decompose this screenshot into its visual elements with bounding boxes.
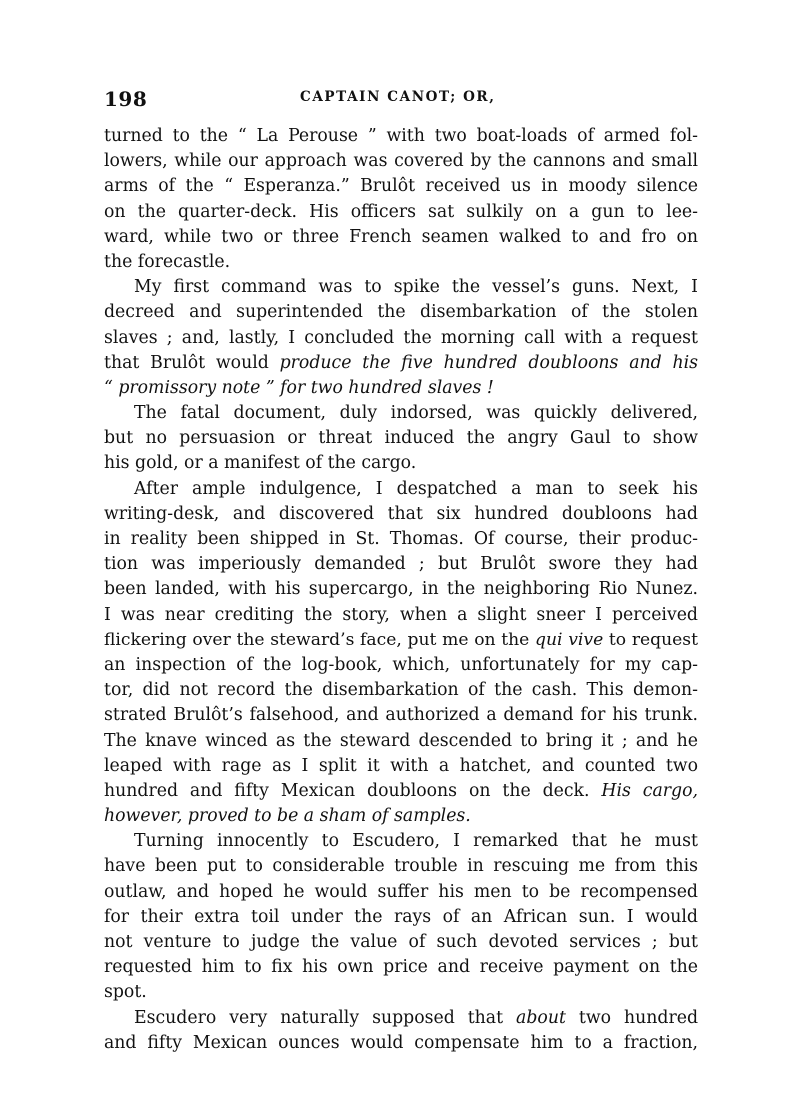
text-segment: not venture to judge the value of such devoted services ; but xyxy=(104,932,698,952)
text-segment: that Brulôt would xyxy=(104,352,280,373)
text-line xyxy=(104,603,698,628)
text-line xyxy=(104,426,698,451)
text-segment: leaped with rage as I split it with a hatchet, and counted two xyxy=(104,755,698,776)
text-line xyxy=(104,628,698,653)
text-line xyxy=(104,678,698,703)
text-segment: and fifty Mexican ounces would compensate him to a fraction, xyxy=(104,1032,698,1053)
text-line xyxy=(104,577,698,602)
text-segment: outlaw, and hoped he would suffer his men to be recompensed xyxy=(104,881,698,902)
text-segment: for their extra toil under the rays of an African sun. I would xyxy=(104,906,698,927)
text-segment: turned to the “ La Perouse ” with two boat-loads of armed fol- xyxy=(104,126,698,146)
text-line xyxy=(104,552,698,577)
text-segment: ward, while two or three French seamen walked to and fro on xyxy=(104,226,698,247)
text-line xyxy=(104,326,698,351)
text-segment: in reality been shipped in St. Thomas. Of course, their produc- xyxy=(104,529,698,549)
text-line xyxy=(104,1006,698,1031)
text-segment: but no persuasion or threat induced the angry Gaul to show xyxy=(104,428,698,449)
text-segment: slaves ; and, lastly, I concluded the morning call with a request xyxy=(104,327,698,348)
italic-text: “ promissory note ” for two hundred slaves ! xyxy=(104,377,494,398)
text-line xyxy=(104,275,698,300)
text-segment: My first command was to spike the vessel’s guns. Next, I xyxy=(134,277,698,298)
text-line xyxy=(104,955,698,980)
text-line xyxy=(104,376,698,401)
body-text xyxy=(104,124,698,1056)
text-segment: tion was imperiously demanded ; but Brulôt swore they had xyxy=(104,554,698,575)
text-segment: The fatal document, duly indorsed, was quickly delivered, xyxy=(134,403,698,424)
text-line xyxy=(104,174,698,199)
text-line xyxy=(104,930,698,955)
text-segment: the forecastle. xyxy=(104,251,231,272)
text-segment: flickering over the steward’s face, put me on the xyxy=(104,629,536,650)
italic-text: produce the five hundred doubloons and his xyxy=(279,352,699,373)
text-segment: Turning innocently to Escudero, I remarked that he must xyxy=(134,831,698,852)
italic-text: however, proved to be a sham of samples. xyxy=(104,806,471,827)
text-line xyxy=(104,351,698,376)
text-segment: spot. xyxy=(104,982,147,1003)
text-line xyxy=(104,880,698,905)
text-line xyxy=(104,250,698,275)
text-segment: two hundred xyxy=(565,1007,698,1028)
text-line xyxy=(104,401,698,426)
text-line xyxy=(104,729,698,754)
text-line xyxy=(104,225,698,250)
text-segment: arms of the “ Esperanza.” Brulôt received us in moody silence xyxy=(104,176,698,197)
text-segment: tor, did not record the disembarkation of the cash. This demon- xyxy=(104,680,698,701)
text-line xyxy=(104,905,698,930)
text-segment: on the quarter-deck. His officers sat sulkily on a gun to lee- xyxy=(104,201,698,222)
text-line xyxy=(104,477,698,502)
text-segment: decreed and superintended the disembarkation of the stolen xyxy=(104,302,698,323)
text-line xyxy=(104,1031,698,1056)
text-line xyxy=(104,451,698,476)
text-segment: After ample indulgence, I despatched a man to seek his xyxy=(134,478,698,499)
text-line xyxy=(104,200,698,225)
text-line xyxy=(104,829,698,854)
text-segment: his gold, or a manifest of the cargo. xyxy=(104,453,417,474)
text-line xyxy=(104,653,698,678)
text-segment: have been put to considerable trouble in rescuing me from this xyxy=(104,856,698,877)
italic-text: His cargo, xyxy=(601,780,698,801)
text-segment: The knave winced as the steward descended to bring it ; and he xyxy=(104,730,698,751)
text-line xyxy=(104,703,698,728)
text-line xyxy=(104,854,698,879)
text-segment: been landed, with his supercargo, in the neighboring Rio Nunez. xyxy=(104,579,698,600)
text-segment: Escudero very naturally supposed that xyxy=(134,1007,517,1028)
page-number: 198 xyxy=(104,87,148,111)
text-line xyxy=(104,502,698,527)
text-line xyxy=(104,980,698,1005)
running-title: CAPTAIN CANOT; OR, xyxy=(300,89,496,105)
text-segment: I was near crediting the story, when a slight sneer I perceived xyxy=(104,604,698,625)
text-line xyxy=(104,300,698,325)
text-line xyxy=(104,779,698,804)
text-line xyxy=(104,124,698,149)
italic-text: about xyxy=(516,1007,566,1028)
text-segment: strated Brulôt’s falsehood, and authorized a demand for his trunk. xyxy=(104,705,698,726)
text-segment: requested him to fix his own price and receive payment on the xyxy=(104,957,698,978)
text-line xyxy=(104,754,698,779)
text-segment: to request xyxy=(603,629,698,650)
text-line xyxy=(104,149,698,174)
text-segment: lowers, while our approach was covered by the cannons and small xyxy=(104,151,698,172)
text-segment: an inspection of the log-book, which, unfortunately for my cap- xyxy=(104,654,698,675)
text-line xyxy=(104,527,698,552)
italic-text: qui vive xyxy=(535,629,604,650)
text-line xyxy=(104,804,698,829)
text-segment: writing-desk, and discovered that six hundred doubloons had xyxy=(104,503,698,524)
text-segment: hundred and fifty Mexican doubloons on the deck. xyxy=(104,780,602,801)
